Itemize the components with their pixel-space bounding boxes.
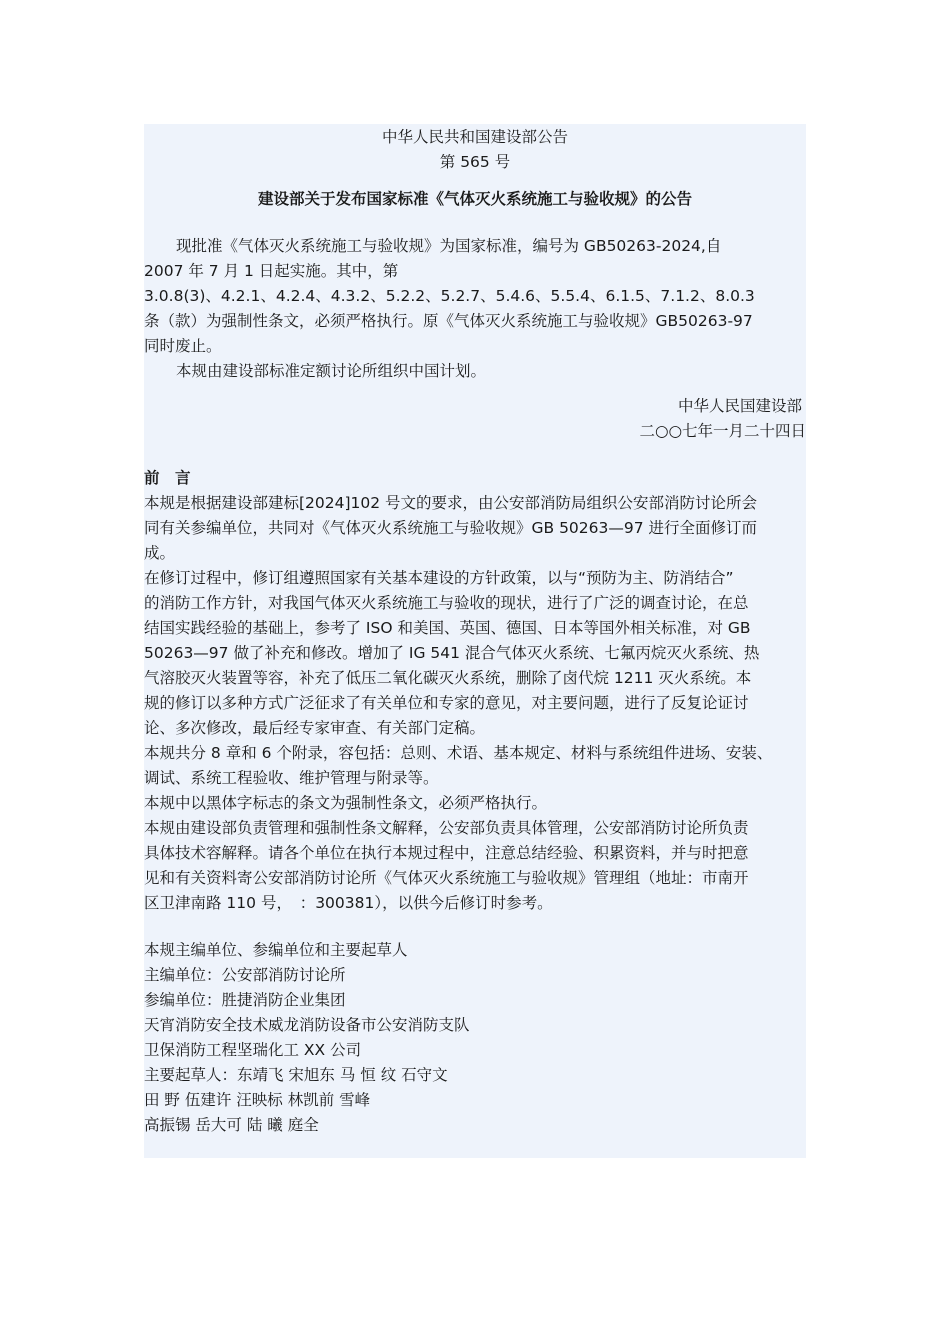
notice-paragraph-line: 条（款）为强制性条文，必须严格执行。原《气体灭火系统施工与验收规》GB50263-97 <box>144 312 753 330</box>
notice-number: 第 565 号 <box>439 153 511 171</box>
preface-line: 规的修订以多种方式广泛征求了有关单位和专家的意见，对主要问题，进行了反复论证讨 <box>144 694 749 712</box>
preface-line: 结国实践经验的基础上，参考了 ISO 和美国、英国、德国、日本等国外相关标准，对 GB <box>144 619 751 637</box>
preface-line: 成。 <box>144 544 176 562</box>
preface-line: 本规共分 8 章和 6 个附录，容包括：总则、术语、基本规定、材料与系统组件进场、安装、 <box>144 744 773 762</box>
preface-line: 见和有关资料寄公安部消防讨论所《气体灭火系统施工与验收规》管理组（地址：市南开 <box>144 869 749 887</box>
preface-line: 本规是根据建设部建标[2024]102 号文的要求，由公安部消防局组织公安部消防讨论所会 <box>144 494 758 512</box>
preface-heading: 前 言 <box>144 469 191 487</box>
notice-paragraph-2: 本规由建设部标准定额讨论所组织中国计划。 <box>176 362 487 380</box>
preface-line: 本规中以黑体字标志的条文为强制性条文，必须严格执行。 <box>144 794 548 812</box>
participating-unit: 参编单位：胜捷消防企业集团 <box>144 991 346 1009</box>
notice-header <box>144 124 806 212</box>
signature-org: 中华人民国建设部 <box>677 397 802 415</box>
chief-unit: 主编单位：公安部消防讨论所 <box>144 966 346 984</box>
notice-paragraph-line: 3.0.8(3)、4.2.1、4.2.4、4.3.2、5.2.2、5.2.7、5.4.6、5.5.4、6.1.5、7.1.2、8.0.3 <box>144 287 755 305</box>
preface-line: 同有关参编单位，共同对《气体灭火系统施工与验收规》GB 50263—97 进行全面修订而 <box>144 519 758 537</box>
document-page <box>144 124 806 1158</box>
notice-signature <box>144 394 806 444</box>
preface-section <box>144 466 806 916</box>
issuer-title: 中华人民共和国建设部公告 <box>381 128 568 146</box>
participating-units-line: 天宵消防安全技术威龙消防设备市公安消防支队 <box>144 1016 470 1034</box>
notice-paragraph-line: 2007 年 7 月 1 日起实施。其中，第 <box>144 262 399 280</box>
drafters-people-line: 主要起草人：东靖飞 宋旭东 马 恒 纹 石守文 <box>144 1066 448 1084</box>
preface-line: 50263—97 做了补充和修改。增加了 IG 541 混合气体灭火系统、七氟丙烷灭火系统、热 <box>144 644 760 662</box>
drafters-heading: 本规主编单位、参编单位和主要起草人 <box>144 941 408 959</box>
drafters-section <box>144 938 806 1138</box>
notice-headline: 建设部关于发布国家标准《气体灭火系统施工与验收规》的公告 <box>257 190 692 208</box>
drafters-people-line: 田 野 伍建许 汪映标 林凯前 雪峰 <box>144 1091 371 1109</box>
preface-line: 具体技术容解释。请各个单位在执行本规过程中，注意总结经验、积累资料，并与时把意 <box>144 844 749 862</box>
participating-units-line: 卫保消防工程坚瑞化工 XX 公司 <box>144 1041 362 1059</box>
preface-line: 论、多次修改，最后经专家审查、有关部门定稿。 <box>144 719 486 737</box>
preface-line: 在修订过程中，修订组遵照国家有关基本建设的方针政策，以与“预防为主、防消结合” <box>144 569 734 587</box>
notice-paragraph-line: 同时废止。 <box>144 337 222 355</box>
preface-line: 气溶胶灭火装置等容，补充了低压二氧化碳灭火系统，删除了卤代烷 1211 灭火系统。本 <box>144 669 752 687</box>
notice-paragraph-line: 现批准《气体灭火系统施工与验收规》为国家标准，编号为 GB50263-2024,自 <box>176 237 722 255</box>
preface-line: 本规由建设部负责管理和强制性条文解释，公安部负责具体管理，公安部消防讨论所负责 <box>144 819 749 837</box>
signature-date: 二○○七年一月二十四日 <box>639 422 806 440</box>
notice-body <box>144 234 806 384</box>
preface-line: 的消防工作方针，对我国气体灭火系统施工与验收的现状，进行了广泛的调查讨论，在总 <box>144 594 749 612</box>
preface-line: 区卫津南路 110 号， ：300381），以供今后修订时参考。 <box>144 894 553 912</box>
preface-line: 调试、系统工程验收、维护管理与附录等。 <box>144 769 439 787</box>
drafters-people-line: 高振锡 岳大可 陆 曦 庭全 <box>144 1116 319 1134</box>
